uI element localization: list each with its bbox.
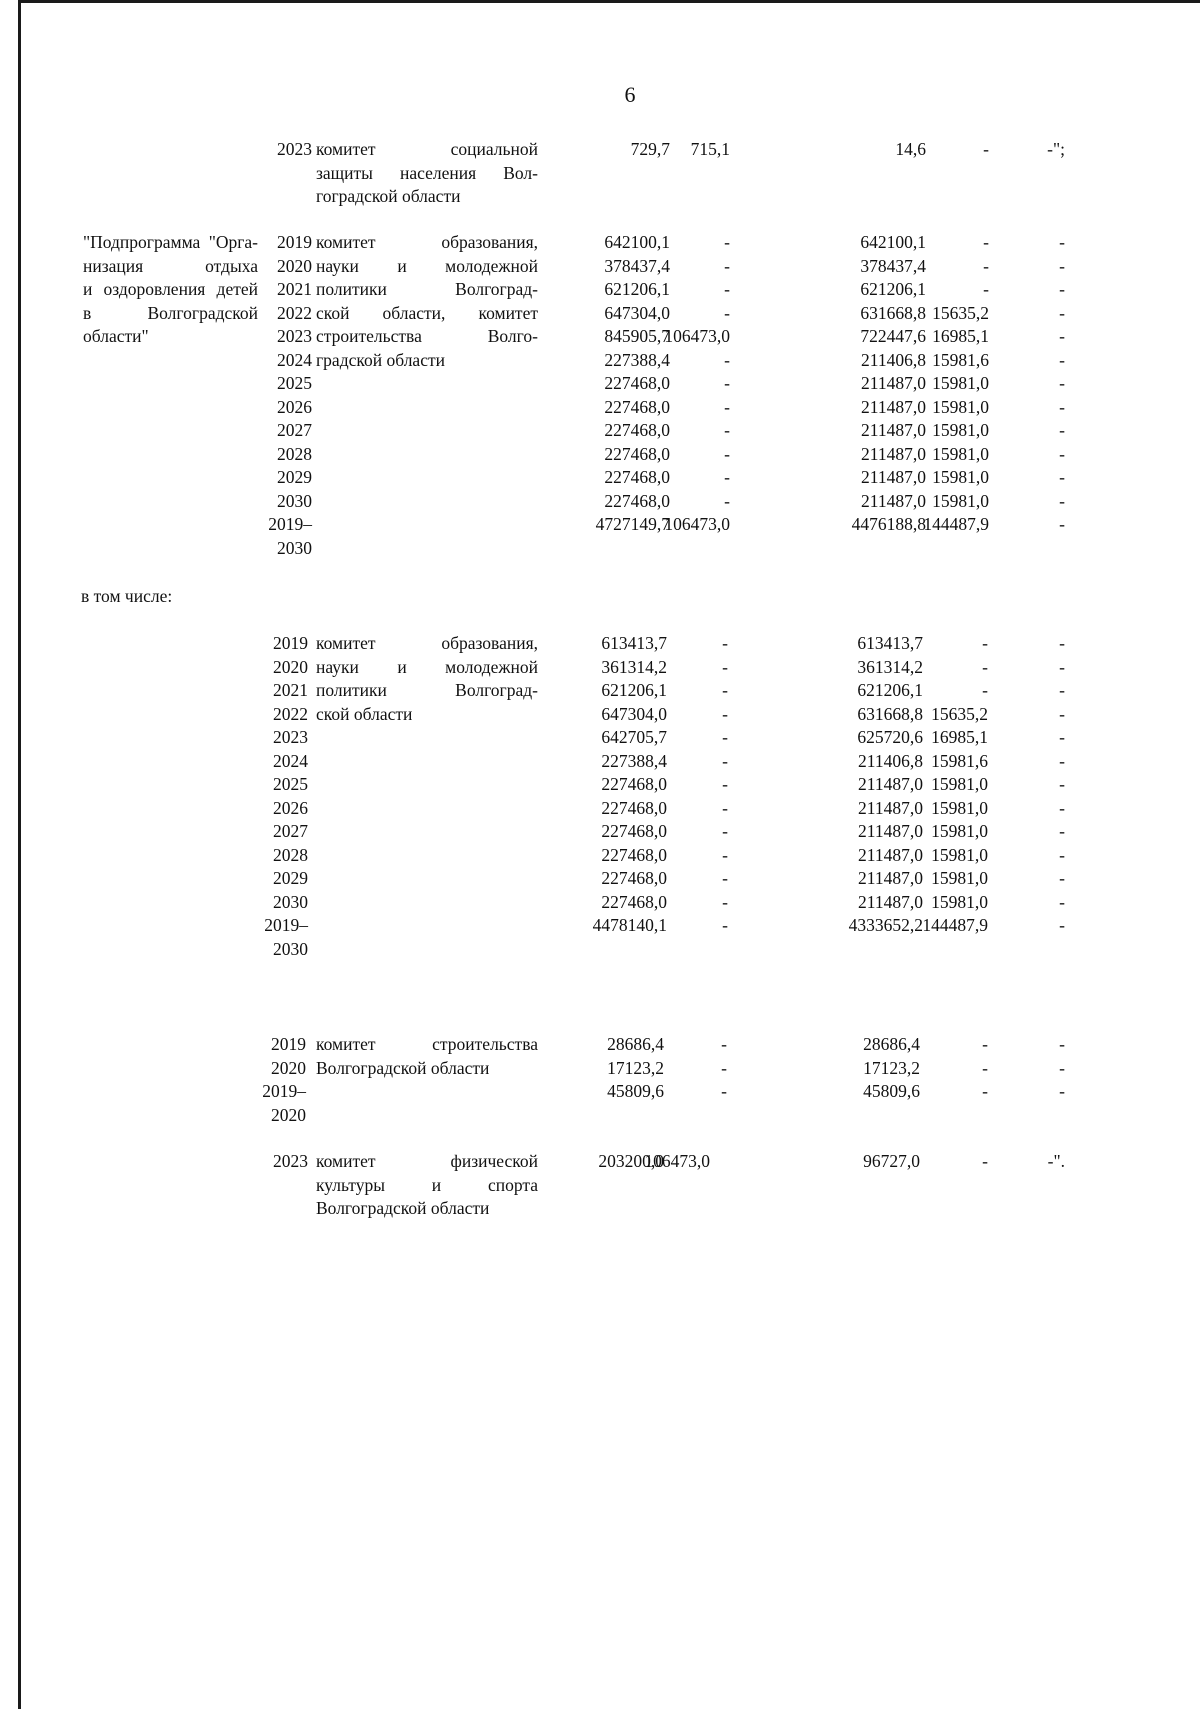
local-cell: 15981,0	[932, 443, 989, 464]
regional-cell: 621206,1	[860, 279, 926, 299]
year-cell: 2020	[273, 656, 308, 677]
local-cell: 16985,1	[931, 727, 988, 747]
table-row	[0, 372, 1200, 396]
year-cell: 2029	[277, 467, 312, 487]
local-cell: -	[982, 1081, 988, 1101]
regional-cell: 96727,0	[863, 1151, 920, 1171]
table-row	[0, 513, 1200, 537]
table-row	[0, 1174, 1200, 1198]
executor-cell: строительства Волго-	[316, 326, 538, 346]
table-row	[0, 490, 1200, 514]
local-cell: 15981,6	[931, 750, 988, 771]
federal-cell: -	[722, 727, 728, 747]
local-cell: -	[983, 232, 989, 252]
local-cell: 15981,0	[931, 891, 988, 912]
total-cell: 227468,0	[604, 443, 670, 464]
federal-cell: -	[724, 349, 730, 370]
table-row	[0, 1080, 1200, 1104]
executor-cell: гоградской области	[316, 186, 461, 206]
program-name-line: низация отдыха	[83, 255, 258, 276]
regional-cell: 211487,0	[858, 797, 923, 818]
local-cell: 15981,0	[932, 373, 989, 393]
executor-cell: защиты населения Вол-	[316, 162, 538, 183]
local-cell: 16985,1	[932, 326, 989, 346]
table-row	[0, 138, 1200, 162]
year-cell: 2028	[277, 443, 312, 464]
total-cell: 28686,4	[607, 1034, 664, 1054]
local-cell: -	[983, 255, 989, 276]
table-row	[0, 938, 1200, 962]
year-cell: 2027	[277, 420, 312, 440]
other-cell: -	[1059, 326, 1065, 346]
local-cell: 15981,0	[931, 868, 988, 888]
local-cell: 144487,9	[923, 514, 989, 534]
federal-cell: -	[724, 279, 730, 299]
program-name-line: "Подпрограмма "Орга-	[83, 232, 258, 252]
local-cell: 15981,0	[931, 821, 988, 841]
year-cell: 2024	[273, 750, 308, 771]
regional-cell: 211487,0	[861, 373, 926, 393]
table-row	[0, 162, 1200, 186]
year-cell: 2023	[277, 139, 312, 159]
federal-cell: -	[721, 1034, 727, 1054]
local-cell: 15981,0	[932, 467, 989, 487]
executor-cell: Волгоградской области	[316, 1057, 490, 1078]
year-cell: 2019–	[268, 514, 312, 534]
year-cell: 2019	[273, 633, 308, 653]
total-cell: 227468,0	[601, 774, 667, 794]
federal-cell: -	[722, 821, 728, 841]
other-cell: -	[1059, 915, 1065, 935]
total-cell: 4478140,1	[592, 915, 667, 935]
regional-cell: 211487,0	[858, 891, 923, 912]
federal-cell: -	[722, 891, 728, 912]
table-row	[0, 302, 1200, 326]
total-cell: 845905,7	[604, 326, 670, 346]
local-cell: -	[982, 656, 988, 677]
total-cell: 227468,0	[604, 490, 670, 511]
table-row	[0, 773, 1200, 797]
local-cell: 15981,0	[931, 844, 988, 865]
local-cell: -	[982, 1151, 988, 1171]
regional-cell: 14,6	[895, 139, 926, 159]
table-row	[0, 703, 1200, 727]
table-row	[0, 443, 1200, 467]
year-cell: 2019	[277, 232, 312, 252]
executor-cell: ской области	[316, 703, 413, 724]
other-cell: -	[1059, 821, 1065, 841]
regional-cell: 211487,0	[858, 868, 923, 888]
regional-cell: 211406,8	[861, 349, 926, 370]
local-cell: 15635,2	[931, 703, 988, 724]
other-cell: -	[1059, 255, 1065, 276]
executor-cell: науки и молодежной	[316, 656, 538, 677]
federal-cell: -	[721, 1081, 727, 1101]
regional-cell: 28686,4	[863, 1034, 920, 1054]
other-cell: -	[1059, 797, 1065, 818]
regional-cell: 722447,6	[860, 326, 926, 346]
table-row	[0, 656, 1200, 680]
executor-cell: Волгоградской области	[316, 1198, 490, 1218]
other-cell: -	[1059, 349, 1065, 370]
other-cell: -	[1059, 279, 1065, 299]
federal-cell: -	[722, 656, 728, 677]
federal-cell: -	[724, 232, 730, 252]
other-cell: -	[1059, 396, 1065, 417]
federal-cell: -	[724, 420, 730, 440]
table-row	[0, 278, 1200, 302]
total-cell: 647304,0	[601, 703, 667, 724]
page-number: 6	[624, 82, 636, 107]
total-cell: 647304,0	[604, 302, 670, 323]
federal-cell: -	[724, 467, 730, 487]
other-cell: -	[1059, 633, 1065, 653]
year-cell: 2030	[273, 891, 308, 912]
table-row	[0, 844, 1200, 868]
year-cell: 2030	[273, 938, 308, 959]
other-cell: -	[1059, 302, 1065, 323]
year-cell: 2019	[271, 1034, 306, 1054]
year-cell: 2026	[277, 396, 312, 417]
other-cell: -	[1059, 514, 1065, 534]
regional-cell: 361314,2	[857, 656, 923, 677]
regional-cell: 625720,6	[857, 727, 923, 747]
regional-cell: 211406,8	[858, 750, 923, 771]
other-cell: -	[1059, 1081, 1065, 1101]
federal-cell: 106473,0	[664, 326, 730, 346]
total-cell: 621206,1	[601, 680, 667, 700]
other-cell: -	[1059, 1034, 1065, 1054]
regional-cell: 211487,0	[858, 844, 923, 865]
regional-cell: 621206,1	[857, 680, 923, 700]
total-cell: 227468,0	[604, 420, 670, 440]
total-cell: 227468,0	[604, 373, 670, 393]
total-cell: 361314,2	[601, 656, 667, 677]
table-row	[0, 325, 1200, 349]
table-row	[0, 726, 1200, 750]
regional-cell: 631668,8	[860, 302, 926, 323]
federal-cell: -	[722, 680, 728, 700]
total-cell: 227388,4	[604, 349, 670, 370]
table-row	[0, 1197, 1200, 1221]
year-cell: 2023	[273, 1151, 308, 1171]
local-cell: -	[982, 1034, 988, 1054]
table-row	[0, 1104, 1200, 1128]
other-cell: -	[1059, 490, 1065, 511]
program-name-line: и оздоровления детей	[83, 279, 258, 299]
total-cell: 17123,2	[607, 1057, 664, 1078]
total-cell: 203200,0	[598, 1151, 664, 1171]
executor-cell: культуры и спорта	[316, 1174, 538, 1195]
total-cell: 613413,7	[601, 633, 667, 653]
federal-cell: -	[724, 396, 730, 417]
local-cell: -	[983, 139, 989, 159]
federal-cell: -	[724, 255, 730, 276]
year-cell: 2030	[277, 537, 312, 558]
other-cell: -	[1059, 703, 1065, 724]
total-cell: 227468,0	[601, 844, 667, 865]
executor-cell: науки и молодежной	[316, 255, 538, 276]
other-cell: -	[1059, 420, 1065, 440]
federal-cell: -	[722, 797, 728, 818]
table-row	[0, 750, 1200, 774]
total-cell: 45809,6	[607, 1081, 664, 1101]
total-cell: 621206,1	[604, 279, 670, 299]
table-row	[0, 679, 1200, 703]
other-cell: -	[1059, 680, 1065, 700]
local-cell: -	[982, 1057, 988, 1078]
local-cell: -	[983, 279, 989, 299]
other-cell: -	[1059, 891, 1065, 912]
table-row	[0, 396, 1200, 420]
total-cell: 729,7	[630, 139, 670, 159]
total-cell: 227468,0	[601, 797, 667, 818]
local-cell: 15981,0	[931, 774, 988, 794]
regional-cell: 211487,0	[861, 467, 926, 487]
table-row	[0, 1033, 1200, 1057]
other-cell: -	[1059, 443, 1065, 464]
total-cell: 227388,4	[601, 750, 667, 771]
other-cell: -".	[1047, 1151, 1065, 1171]
year-cell: 2022	[277, 302, 312, 323]
year-cell: 2030	[277, 490, 312, 511]
year-cell: 2020	[271, 1104, 306, 1125]
executor-cell: ской области, комитет	[316, 302, 538, 323]
table-row	[0, 820, 1200, 844]
table-row	[0, 1150, 1200, 1174]
local-cell: 144487,9	[922, 915, 988, 935]
federal-cell: -	[724, 373, 730, 393]
table-row	[0, 891, 1200, 915]
year-cell: 2023	[273, 727, 308, 747]
table-row	[0, 466, 1200, 490]
year-cell: 2020	[271, 1057, 306, 1078]
year-cell: 2020	[277, 255, 312, 276]
regional-cell: 631668,8	[857, 703, 923, 724]
year-cell: 2029	[273, 868, 308, 888]
total-cell: 227468,0	[601, 821, 667, 841]
table-row	[0, 255, 1200, 279]
federal-cell: -	[722, 633, 728, 653]
federal-cell: -	[722, 844, 728, 865]
other-cell: -	[1059, 467, 1065, 487]
regional-cell: 211487,0	[861, 443, 926, 464]
other-cell: -	[1059, 656, 1065, 677]
executor-cell: комитет социальной	[316, 139, 538, 159]
year-cell: 2019–	[262, 1081, 306, 1101]
other-cell: -	[1059, 774, 1065, 794]
executor-cell: комитет образования,	[316, 633, 538, 653]
local-cell: 15981,0	[932, 490, 989, 511]
federal-cell: 106473,0	[644, 1151, 710, 1171]
local-cell: 15981,0	[932, 396, 989, 417]
federal-cell: -	[724, 302, 730, 323]
total-cell: 227468,0	[601, 891, 667, 912]
local-cell: 15981,0	[932, 420, 989, 440]
executor-cell: комитет образования,	[316, 232, 538, 252]
federal-cell: -	[722, 703, 728, 724]
regional-cell: 211487,0	[861, 490, 926, 511]
federal-cell: -	[721, 1057, 727, 1078]
local-cell: 15981,6	[932, 349, 989, 370]
other-cell: -	[1059, 232, 1065, 252]
regional-cell: 642100,1	[860, 232, 926, 252]
other-cell: -";	[1047, 139, 1065, 159]
program-name-line: области"	[83, 326, 149, 346]
regional-cell: 613413,7	[857, 633, 923, 653]
executor-cell: комитет физической	[316, 1151, 538, 1171]
federal-cell: -	[722, 915, 728, 935]
total-cell: 227468,0	[604, 396, 670, 417]
year-cell: 2019–	[264, 915, 308, 935]
total-cell: 642100,1	[604, 232, 670, 252]
other-cell: -	[1059, 727, 1065, 747]
year-cell: 2021	[277, 279, 312, 299]
including-label: в том числе:	[81, 586, 173, 606]
other-cell: -	[1059, 844, 1065, 865]
other-cell: -	[1059, 373, 1065, 393]
year-cell: 2027	[273, 821, 308, 841]
scan-border-top	[18, 0, 1200, 3]
regional-cell: 211487,0	[861, 420, 926, 440]
local-cell: -	[982, 680, 988, 700]
regional-cell: 4333652,2	[848, 915, 923, 935]
table-row	[0, 867, 1200, 891]
other-cell: -	[1059, 868, 1065, 888]
regional-cell: 4476188,8	[851, 514, 926, 534]
federal-cell: -	[722, 750, 728, 771]
executor-cell: политики Волгоград-	[316, 279, 538, 299]
federal-cell: 715,1	[690, 139, 730, 159]
program-name-line: в Волгоградской	[83, 302, 258, 323]
year-cell: 2025	[277, 373, 312, 393]
table-row	[0, 185, 1200, 209]
total-cell: 642705,7	[601, 727, 667, 747]
year-cell: 2021	[273, 680, 308, 700]
table-row	[0, 349, 1200, 373]
federal-cell: 106473,0	[664, 514, 730, 534]
year-cell: 2026	[273, 797, 308, 818]
table-row	[0, 632, 1200, 656]
table-row	[0, 1057, 1200, 1081]
federal-cell: -	[724, 490, 730, 511]
table-row	[0, 914, 1200, 938]
regional-cell: 378437,4	[860, 255, 926, 276]
total-cell: 227468,0	[604, 467, 670, 487]
regional-cell: 211487,0	[861, 396, 926, 417]
regional-cell: 17123,2	[863, 1057, 920, 1078]
total-cell: 227468,0	[601, 868, 667, 888]
regional-cell: 211487,0	[858, 821, 923, 841]
year-cell: 2023	[277, 326, 312, 346]
local-cell: 15981,0	[931, 797, 988, 818]
local-cell: -	[982, 633, 988, 653]
executor-cell: градской области	[316, 349, 445, 370]
executor-cell: политики Волгоград-	[316, 680, 538, 700]
federal-cell: -	[722, 868, 728, 888]
year-cell: 2028	[273, 844, 308, 865]
executor-cell: комитет строительства	[316, 1034, 538, 1054]
regional-cell: 211487,0	[858, 774, 923, 794]
regional-cell: 45809,6	[863, 1081, 920, 1101]
federal-cell: -	[722, 774, 728, 794]
table-row	[0, 537, 1200, 561]
total-cell: 4727149,7	[595, 514, 670, 534]
federal-cell: -	[724, 443, 730, 464]
other-cell: -	[1059, 750, 1065, 771]
table-row	[0, 797, 1200, 821]
year-cell: 2022	[273, 703, 308, 724]
local-cell: 15635,2	[932, 302, 989, 323]
year-cell: 2025	[273, 774, 308, 794]
table-row	[0, 419, 1200, 443]
year-cell: 2024	[277, 349, 312, 370]
table-row	[0, 231, 1200, 255]
total-cell: 378437,4	[604, 255, 670, 276]
other-cell: -	[1059, 1057, 1065, 1078]
